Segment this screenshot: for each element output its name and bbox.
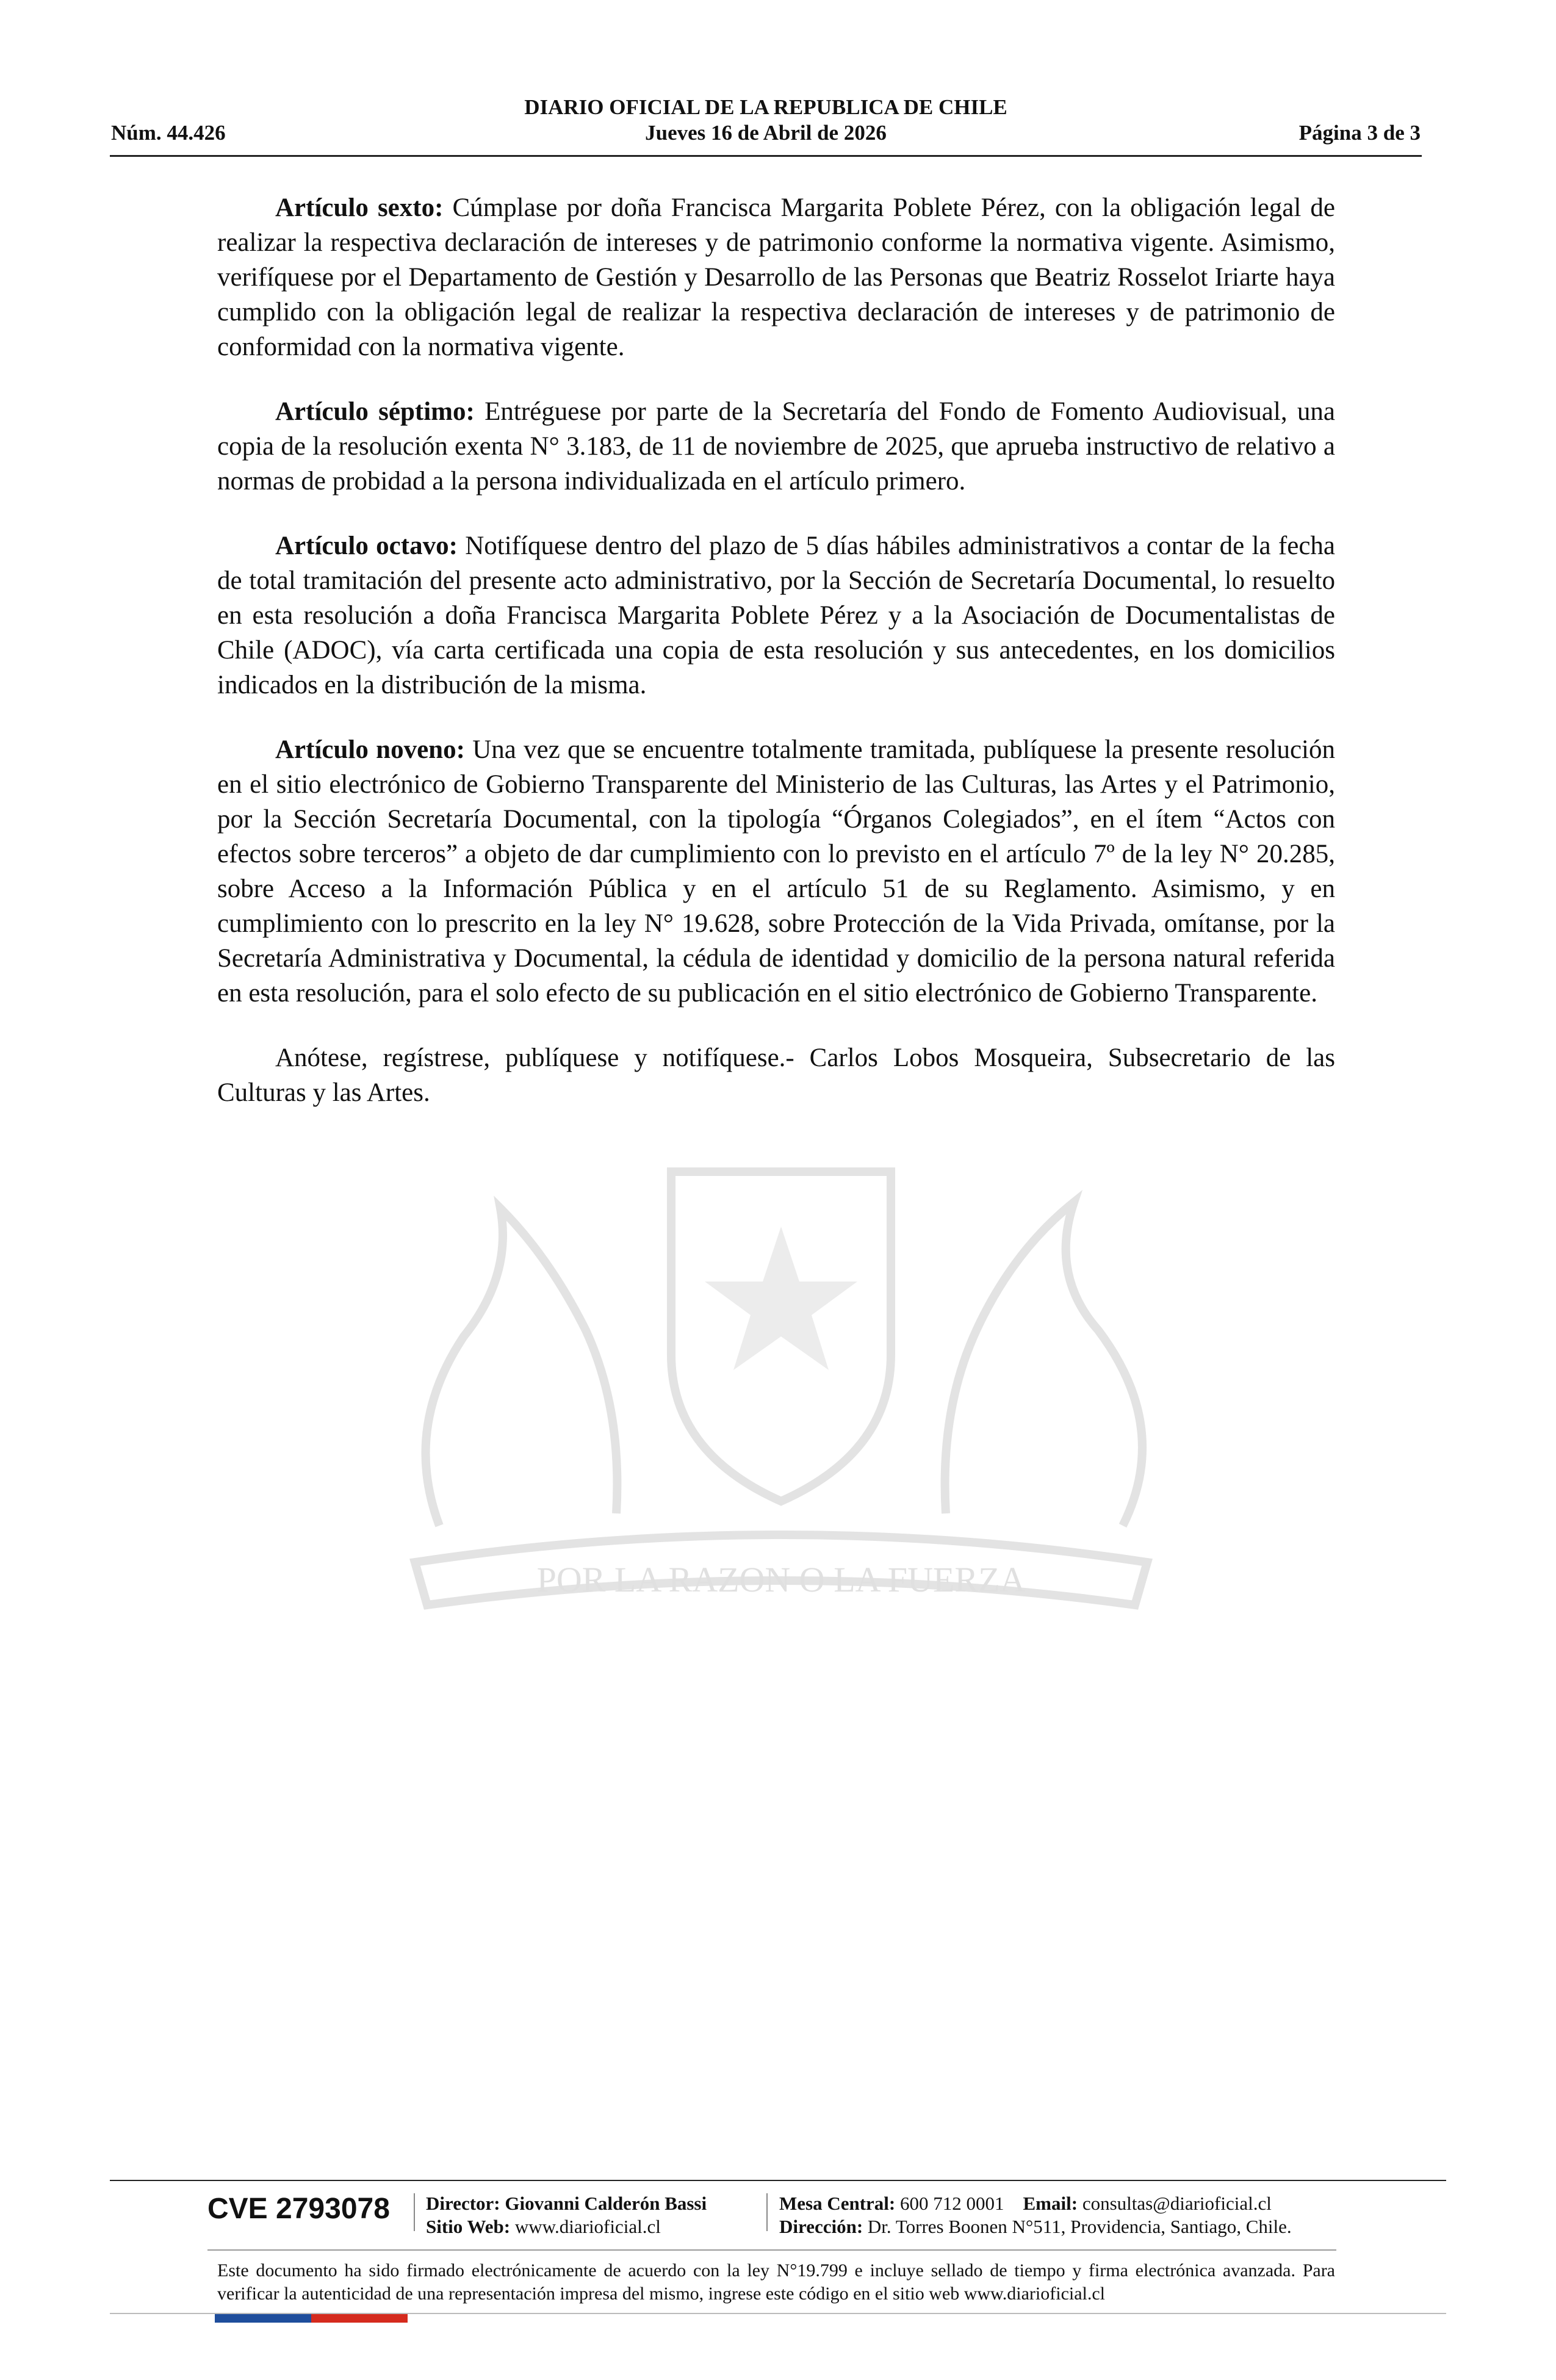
article-sexto [217,190,1335,364]
footer-director-block [426,2192,707,2238]
director-label: Director: [426,2193,500,2214]
footer-divider-top [110,2180,1446,2181]
email-link[interactable]: consultas@diarioficial.cl [1082,2193,1272,2214]
watermark-shield [671,1172,891,1501]
issue-number: Núm. 44.426 [111,121,226,145]
article-text: Entréguese por parte de la Secretaría del Fondo de Fomento Audiovisual, una copia de la resolución exenta N° 3.183, de 11 de noviembre de 2025, que aprueba instructivo de relativo a normas de probidad a la persona individualizada en el artículo primero. [217,397,1335,496]
article-label: Artículo séptimo: [275,397,475,426]
article-label: Artículo octavo: [275,532,458,560]
article-text: Cúmplase por doña Francisca Margarita Poblete Pérez, con la obligación legal de realizar la respectiva declaración de intereses y de patrimonio conforme la normativa vigente. Asimismo, verifíquese por el Departamento de Gestión y Desarrollo de las Personas que Beatriz Rosselot Iriarte haya cumplido con la obligación legal de realizar la respectiva declaración de intereses y de patrimonio de conformidad con la normativa vigente. [217,193,1336,361]
footer-divider-mid [207,2249,1336,2251]
watermark-star [705,1227,857,1370]
address-label: Dirección: [779,2216,863,2237]
footer-separator [414,2193,415,2231]
article-text: Notifíquese dentro del plazo de 5 días hábiles administrativos a contar de la fecha de total tramitación del presente acto administrativo, por la Sección de Secretaría Documental, lo resuelto en esta resolución a doña Francisca Margarita Poblete Pérez y a la Asociación de Documentalistas de Chile (ADOC), vía carta certificada una copia de esta resolución y sus antecedentes, en los domicilios indicados en la distribución de la misma. [217,532,1336,699]
page-number: Página 3 de 3 [1298,121,1421,145]
flag-red-band [311,2314,408,2323]
cve-code: CVE 2793078 [207,2193,390,2225]
footer-contact-block [779,2192,1292,2238]
watermark-motto: POR LA RAZON O LA FUERZA [536,1560,1026,1599]
article-octavo [217,528,1335,702]
flag-blue-band [215,2314,311,2323]
watermark-huemul [426,1208,618,1526]
gazette-title: DIARIO OFICIAL DE LA REPUBLICA DE CHILE [524,95,1007,119]
director-name: Giovanni Calderón Bassi [505,2193,707,2214]
page-header [110,92,1422,157]
article-label: Artículo sexto: [275,193,444,222]
signature-note: Este documento ha sido firmado electrónicamente de acuerdo con la ley N°19.799 e incluye sellado de tiempo y firma electrónica avanzada. Para verificar la autenticidad de una representación impresa del mismo, ingrese este código en el sitio web www.diarioficial.cl [217,2260,1335,2304]
footer-separator [766,2193,768,2231]
article-noveno [217,732,1335,1011]
watermark-ribbon [415,1535,1147,1605]
phone-number: 600 712 0001 [900,2193,1004,2214]
closing-paragraph: Anótese, regístrese, publíquese y notifíquese.- Carlos Lobos Mosqueira, Subsecretario de las Culturas y las Artes. [217,1044,1335,1107]
web-label: Sitio Web: [426,2216,511,2237]
article-text: Una vez que se encuentre totalmente tramitada, publíquese la presente resolución en el sitio electrónico de Gobierno Transparente del Ministerio de las Culturas, las Artes y el Patrimonio, por la Sección Secretaría Documental, con la tipología “Órganos Colegiados”, en el ítem “Actos con efectos sobre terceros” a objeto de dar cumplimiento con lo previsto en el artículo 7º de la ley N° 20.285, sobre Acceso a la Información Pública y en el artículo 51 de su Reglamento. Asimismo, y en cumplimiento con lo prescrito en la ley N° 19.628, sobre Protección de la Vida Privada, omítanse, por la Secretaría Administrativa y Documental, la cédula de identidad y domicilio de la persona natural referida en esta resolución, para el solo efecto de su publicación en el sitio electrónico de Gobierno Transparente. [217,735,1335,1008]
flag-stripe [215,2314,408,2323]
document-body [217,190,1335,1140]
watermark-condor [945,1202,1142,1526]
phone-label: Mesa Central: [779,2193,896,2214]
email-label: Email: [1023,2193,1078,2214]
address-text: Dr. Torres Boonen N°511, Providencia, Santiago, Chile. [867,2216,1292,2237]
coat-of-arms-watermark [330,1135,1233,1684]
article-label: Artículo noveno: [275,735,465,764]
issue-date: Jueves 16 de Abril de 2026 [645,121,887,145]
article-septimo [217,394,1335,499]
website-link[interactable]: www.diarioficial.cl [514,2216,661,2237]
